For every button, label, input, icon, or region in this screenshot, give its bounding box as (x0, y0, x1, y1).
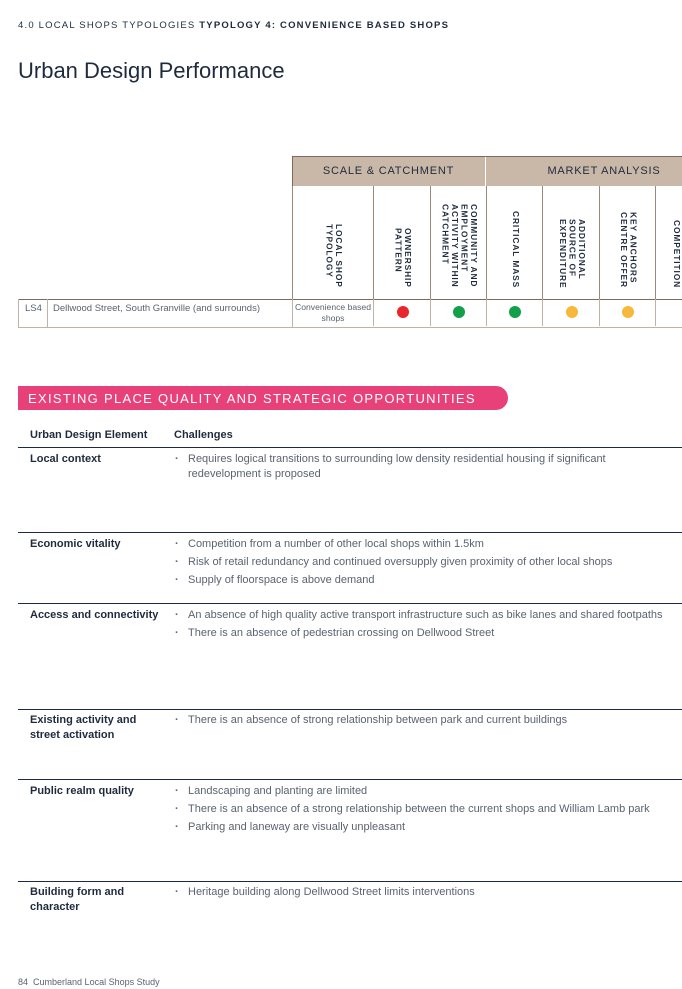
row-id: LS4 (25, 303, 42, 314)
urban-design-element: Local context (30, 453, 101, 465)
column-header-label: LOCAL SHOP TYPOLOGY (324, 224, 344, 288)
column-header-2 (373, 186, 431, 299)
challenge-item: · An absence of high quality active transport infrastructure such as bike lanes and shared footpaths (174, 608, 664, 623)
row-name: Dellwood Street, South Granville (and surrounds) (53, 303, 260, 314)
column-header-label: ADDITIONAL SOURCE OF EXPENDITURE (557, 218, 587, 288)
column-header-element: Urban Design Element (30, 429, 148, 441)
challenge-item: · Supply of floorspace is above demand (174, 573, 664, 588)
column-header-label: CRITICAL MASS (510, 210, 521, 288)
rating-dot-red (397, 306, 409, 318)
row-left-border (18, 299, 19, 327)
row-divider-rule (18, 881, 682, 882)
rating-dot-amber (622, 306, 634, 318)
column-header-4 (486, 186, 543, 299)
rating-cell (542, 299, 600, 326)
rating-dot-green (453, 306, 465, 318)
column-header-label: COMMUNITY AND EMPLOYMENT ACTIVITY WITHIN CATCHMENT (440, 204, 479, 288)
urban-design-element: Public realm quality (30, 785, 134, 797)
row-divider-rule (18, 532, 682, 533)
column-header-6 (599, 186, 656, 299)
row-divider (47, 299, 48, 327)
challenge-list (174, 608, 664, 644)
urban-design-element: Economic vitality (30, 538, 121, 550)
challenge-list (174, 537, 664, 591)
challenge-item: · Requires logical transitions to surrounding low density residential housing if significant redevelopment is proposed (174, 452, 664, 482)
column-header-1 (292, 186, 374, 299)
group-header-scale-catchment: SCALE & CATCHMENT (292, 156, 486, 186)
urban-design-element: Existing activity and street activation (30, 714, 137, 741)
rating-cell (599, 299, 656, 326)
page-number: 84 (18, 977, 29, 987)
challenge-item: · Heritage building along Dellwood Street limits interventions (174, 885, 664, 900)
challenge-list (174, 784, 664, 838)
challenge-item: · Competition from a number of other local shops within 1.5km (174, 537, 664, 552)
row-divider-rule (18, 709, 682, 710)
challenge-list (174, 452, 664, 485)
table-header-rule (18, 447, 682, 448)
column-header-label: OWNERSHIP PATTERN (393, 228, 413, 288)
document-title: Cumberland Local Shops Study (33, 977, 160, 987)
challenge-item: · Parking and laneway are visually unpleasant (174, 820, 664, 835)
challenge-item: · There is an absence of a strong relationship between the current shops and William Lamb park (174, 802, 664, 817)
challenge-list (174, 885, 664, 903)
row-typology: Convenience based shops (295, 302, 371, 323)
section-prefix: 4.0 LOCAL SHOPS TYPOLOGIES (18, 20, 196, 31)
column-header-challenges: Challenges (174, 429, 233, 441)
row-divider-rule (18, 603, 682, 604)
rating-dot-green (509, 306, 521, 318)
rating-cell (430, 299, 487, 326)
urban-design-element: Building form and character (30, 886, 125, 913)
rating-cell (373, 299, 431, 326)
column-header-3 (430, 186, 487, 299)
column-header-5 (542, 186, 600, 299)
group-header-market-analysis: MARKET ANALYSIS (486, 156, 682, 186)
section-current: TYPOLOGY 4: CONVENIENCE BASED SHOPS (199, 20, 450, 31)
column-header-label: KEY ANCHORS CENTRE OFFER (619, 212, 639, 288)
page-footer (18, 977, 160, 987)
row-divider-rule (18, 779, 682, 780)
column-header-7 (655, 186, 682, 299)
challenge-list (174, 713, 664, 731)
column-header-label: COMPETITION (671, 219, 682, 288)
urban-design-element: Access and connectivity (30, 609, 159, 621)
challenge-item: · There is an absence of pedestrian crossing on Dellwood Street (174, 626, 664, 641)
challenge-item: · Landscaping and planting are limited (174, 784, 664, 799)
rating-cell (655, 299, 682, 326)
rating-dot-amber (566, 306, 578, 318)
section-ribbon-title: EXISTING PLACE QUALITY AND STRATEGIC OPPORTUNITIES (28, 391, 476, 406)
challenge-item: · There is an absence of strong relationship between park and current buildings (174, 713, 664, 728)
rating-cell (486, 299, 543, 326)
page-title: Urban Design Performance (18, 58, 285, 83)
challenge-item: · Risk of retail redundancy and continued oversupply given proximity of other local shops (174, 555, 664, 570)
section-breadcrumb (18, 20, 449, 31)
